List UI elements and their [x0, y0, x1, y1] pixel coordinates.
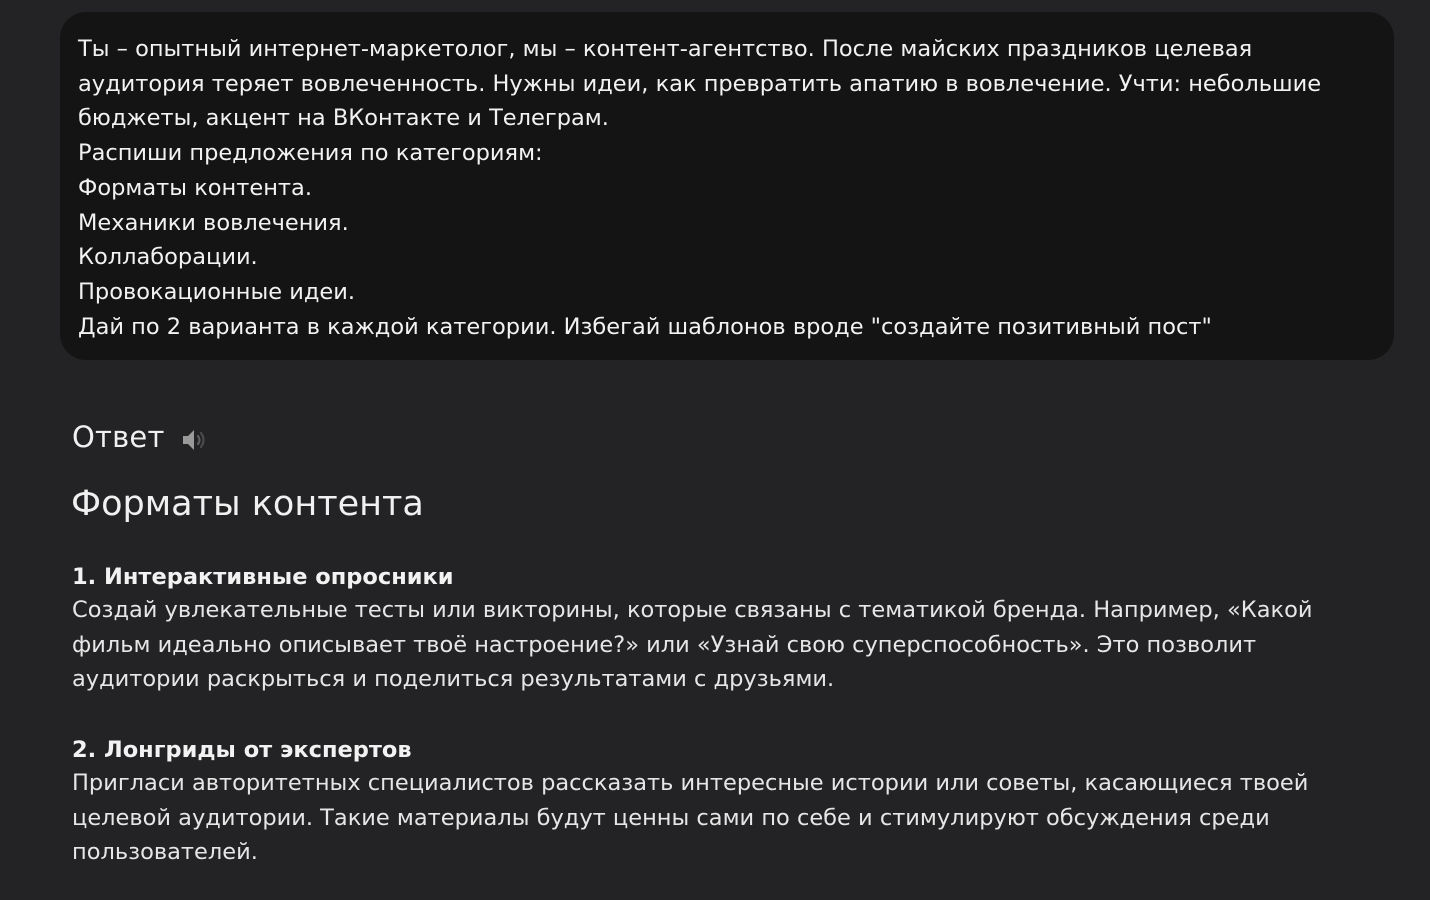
prompt-line: Распиши предложения по категориям:: [78, 140, 543, 167]
prompt-line: Форматы контента.: [78, 174, 312, 201]
item-title: 2. Лонгриды от экспертов: [72, 737, 412, 763]
prompt-line: аудитория теряет вовлеченность. Нужны идеи, как превратить апатию в вовлечение. Учти: небольшие: [78, 70, 1322, 97]
prompt-line: бюджеты, акцент на ВКонтакте и Телеграм.: [78, 105, 609, 132]
item-text-line: фильм идеально описывает твоё настроение?» или «Узнай свою суперспособность». Это позволит: [72, 631, 1257, 658]
prompt-line: Механики вовлечения.: [78, 209, 349, 236]
list-item: [72, 735, 1372, 870]
item-text-line: пользователей.: [72, 839, 258, 866]
prompt-line: Дай по 2 варианта в каждой категории. Избегай шаблонов вроде "создайте позитивный пост": [78, 313, 1212, 340]
item-text-line: Создай увлекательные тесты или викторины, которые связаны с тематикой бренда. Например, «Какой: [72, 597, 1313, 623]
speaker-icon[interactable]: [181, 427, 213, 453]
answer-label: Ответ: [72, 420, 165, 454]
section-title: Форматы контента: [71, 484, 424, 524]
item-title: 1. Интерактивные опросники: [72, 564, 454, 590]
item-text-line: аудитории раскрыться и поделиться результатами с друзьями.: [72, 666, 835, 693]
list-item: [72, 562, 1372, 697]
prompt-line: Коллаборации.: [78, 244, 258, 271]
speaker-icon-graphic: [181, 427, 213, 453]
user-prompt-bubble: [60, 12, 1394, 360]
answer-header: [72, 420, 213, 454]
prompt-line: Ты – опытный интернет-маркетолог, мы – контент-агентство. После майских праздников целевая: [78, 36, 1253, 62]
prompt-line: Провокационные идеи.: [78, 278, 356, 305]
item-text-line: Пригласи авторитетных специалистов рассказать интересные истории или советы, касающиеся твоей: [72, 770, 1309, 796]
item-text-line: целевой аудитории. Такие материалы будут ценны сами по себе и стимулируют обсуждения среди: [72, 804, 1270, 831]
